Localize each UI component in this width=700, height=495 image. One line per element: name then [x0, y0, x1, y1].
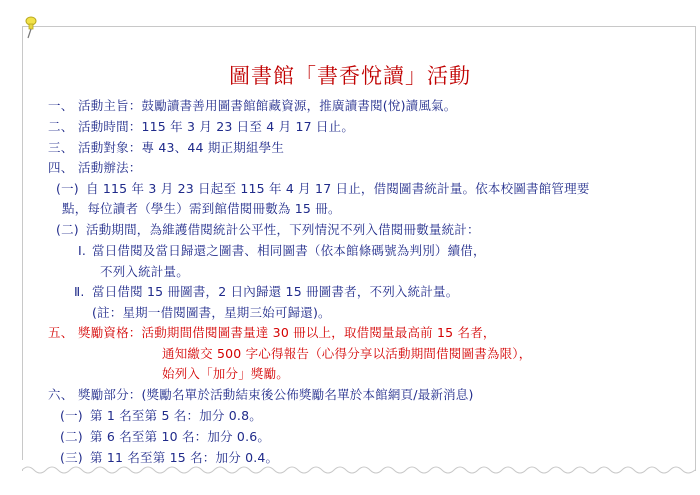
item-6-1: (一) 第 1 名至第 5 名：加分 0.8。 — [60, 408, 262, 423]
item-4-2: (二) 活動期間，為維護借閱統計公平性，下列情況不列入借閱冊數量統計： — [56, 222, 480, 237]
item-4-2-note: (註：星期一借閱圖書，星期三始可歸還)。 — [92, 305, 331, 320]
page-title: 圖書館「書香悅讀」活動 — [229, 64, 471, 88]
item-4: 四、 活動辦法： — [48, 160, 142, 175]
item-6-3: (三) 第 11 名至第 15 名：加分 0.4。 — [60, 450, 279, 465]
item-5-cont-1: 通知繳交 500 字心得報告（心得分享以活動期間借閱圖書為限）， — [162, 346, 532, 361]
item-3: 三、 活動對象：專 43、44 期正期組學生 — [48, 140, 285, 155]
item-4-1: (一) 自 115 年 3 月 23 日起至 115 年 4 月 17 日止，借閱圖書統計量。依本校圖書館管理要 — [56, 181, 590, 196]
item-1: 一、 活動主旨：鼓勵讀書善用圖書館館藏資源，推廣讀書閱(悅)讀風氣。 — [48, 98, 457, 113]
item-6-2: (二) 第 6 名至第 10 名：加分 0.6。 — [60, 429, 271, 444]
item-5-cont-2: 始列入「加分」獎勵。 — [162, 366, 290, 381]
item-4-2-i: Ⅰ. 當日借閱及當日歸還之圖書、相同圖書（依本館條碼號為判別）續借， — [78, 243, 486, 258]
item-4-2-i-cont: 不列入統計量。 — [100, 264, 189, 279]
item-6: 六、 獎勵部分：(獎勵名單於活動結束後公佈獎勵名單於本館網頁/最新消息) — [48, 387, 474, 402]
item-2: 二、 活動時間：115 年 3 月 23 日至 4 月 17 日止。 — [48, 119, 355, 134]
pushpin-icon — [22, 16, 38, 40]
item-4-2-ii: Ⅱ. 當日借閱 15 冊圖書，2 日內歸還 15 冊圖書者，不列入統計量。 — [74, 284, 459, 299]
item-5: 五、 獎勵資格：活動期間借閱圖書量達 30 冊以上，取借閱量最高前 15 名者， — [48, 325, 496, 340]
item-4-1-cont: 點，每位讀者（學生）需到館借閱冊數為 15 冊。 — [62, 201, 341, 216]
